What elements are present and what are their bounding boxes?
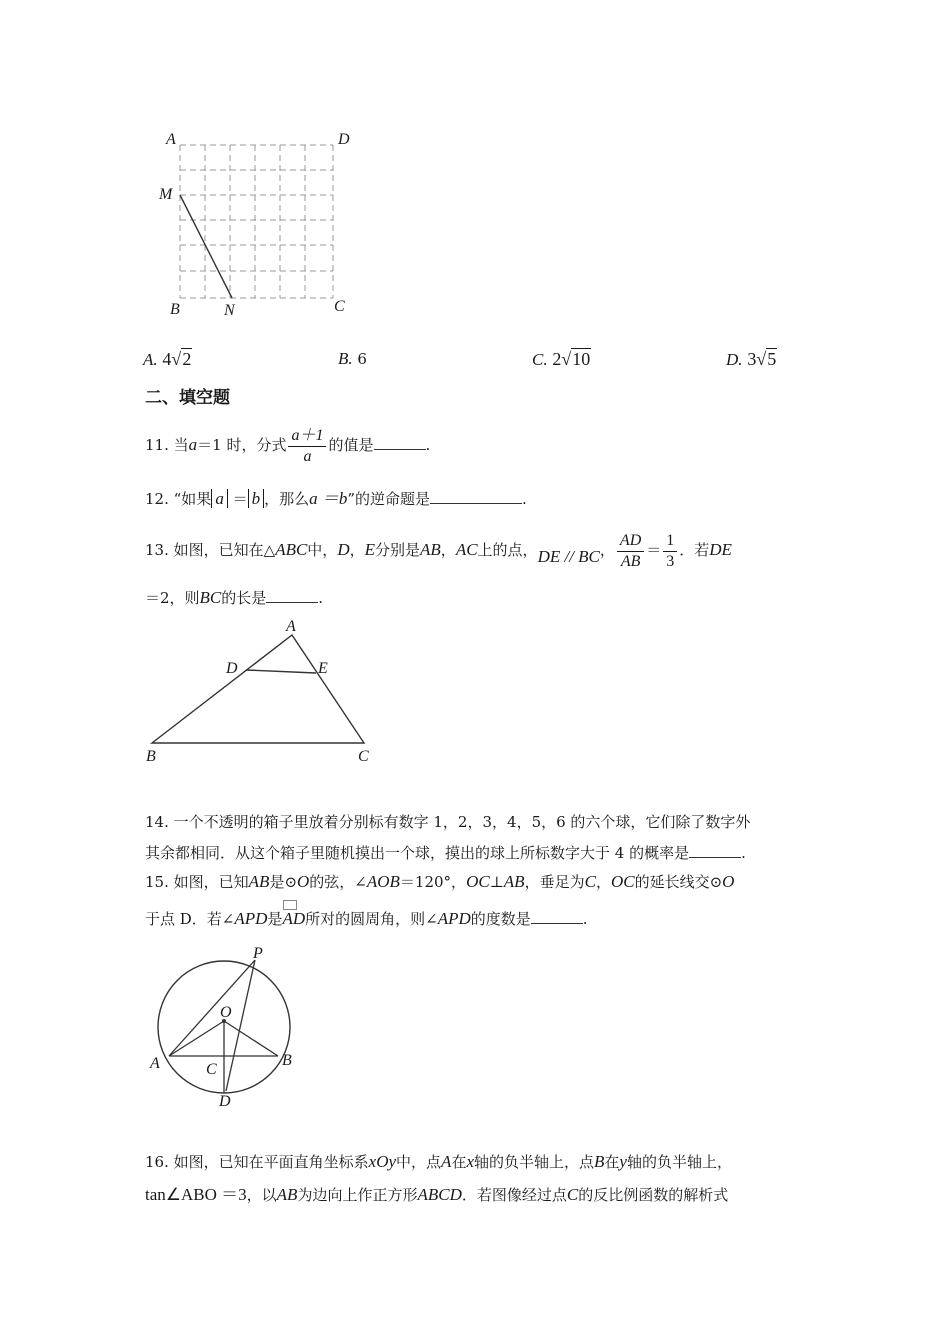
q15-t6: ，垂足为 xyxy=(524,873,585,891)
q13-bc: BC xyxy=(199,588,222,607)
grid-figure xyxy=(150,125,370,325)
q13-e: E xyxy=(364,540,375,559)
segment-mn xyxy=(180,195,232,298)
q16-t1: 如图，已知在平面直角坐标系 xyxy=(173,1153,369,1171)
option-d-coef: 3 xyxy=(747,349,757,369)
q13-comma: ， xyxy=(349,541,365,559)
q13-ratio-den: 3 xyxy=(666,552,675,570)
q15-apd2: APD xyxy=(437,909,471,928)
question-15-line2 xyxy=(145,908,588,930)
label-n: N xyxy=(224,302,235,319)
q12-number: 12. xyxy=(145,490,169,508)
q13-text-pre: 如图，已知在△ xyxy=(173,541,276,559)
q13-d: D xyxy=(337,540,350,559)
q15-end: . xyxy=(582,910,588,928)
circle-figure xyxy=(145,940,315,1112)
q16-abcd: ABCD xyxy=(417,1185,462,1204)
label-a: A xyxy=(286,618,296,635)
q15-oc2: OC xyxy=(610,872,635,891)
q13-ratio-num: 1 xyxy=(663,531,677,552)
q15-t4: ＝120°， xyxy=(399,873,467,891)
q16-l2-t3: ．若图像经过点 xyxy=(461,1186,567,1204)
triangle-figure xyxy=(140,615,380,770)
option-b-value: 6 xyxy=(357,350,367,368)
label-m: M xyxy=(159,186,173,203)
q16-ab: AB xyxy=(276,1185,298,1204)
q13-answer-blank[interactable] xyxy=(266,588,318,603)
q16-tan: tan∠ABO ＝3 xyxy=(145,1185,247,1204)
q16-number: 16. xyxy=(145,1153,169,1171)
q13-line2-pre: ＝2，则 xyxy=(145,589,200,607)
q11-text-pre: 当 xyxy=(173,436,189,454)
option-d-rad: 5 xyxy=(767,349,777,369)
question-13-line2 xyxy=(145,587,323,609)
q12-text-mid: ，那么 xyxy=(264,490,310,508)
q16-l2-t4: 的反比例函数的解析式 xyxy=(578,1186,729,1204)
question-15 xyxy=(145,871,734,893)
q14-end: . xyxy=(741,844,746,862)
q16-b: B xyxy=(594,1152,605,1171)
option-a: A. 4√2 xyxy=(143,349,192,369)
q15-t1: 如图，已知 xyxy=(173,873,249,891)
q16-y: y xyxy=(619,1152,627,1171)
q13-abc: ABC xyxy=(275,540,308,559)
q11-text-post: 的值是 xyxy=(328,436,374,454)
q15-l2-t1: 于点 D．若∠ xyxy=(145,910,235,928)
q15-c: C xyxy=(584,872,596,891)
q14-line2-text: 其余都相同．从这个箱子里随机摸出一个球，摸出的球上所标数字大于 4 的概率是 xyxy=(145,844,690,862)
q15-o: O xyxy=(297,872,310,891)
q13-end: . xyxy=(318,589,324,607)
q13-t3: ， xyxy=(440,541,456,559)
label-a: A xyxy=(166,131,176,148)
q13-t1: 中， xyxy=(307,541,338,559)
q15-t7: ， xyxy=(595,873,611,891)
q16-l2-t1: ，以 xyxy=(246,1186,277,1204)
q12-eq: ＝ xyxy=(232,490,248,508)
q11-var: a xyxy=(188,435,198,454)
q13-frac-num: AD xyxy=(617,531,644,552)
segment-de xyxy=(246,670,316,673)
q13-t6: ．若 xyxy=(679,541,710,559)
label-o: O xyxy=(220,1004,232,1021)
q16-t4: 轴的负半轴上，点 xyxy=(474,1153,595,1171)
question-16-line2 xyxy=(145,1184,728,1206)
label-d: D xyxy=(226,660,238,677)
q15-t2: 是⊙ xyxy=(269,873,298,891)
q15-apd: APD xyxy=(234,909,268,928)
option-c-rad: 10 xyxy=(572,349,591,369)
q13-line2-post: 的长是 xyxy=(221,589,267,607)
option-d: D. 3√5 xyxy=(726,349,777,369)
option-c-letter: C. xyxy=(532,350,548,369)
question-16 xyxy=(145,1151,732,1173)
q13-ac: AC xyxy=(455,540,478,559)
q13-ab: AB xyxy=(420,540,441,559)
q15-l2-t4: 的度数是 xyxy=(470,910,531,928)
q15-arc-ad: AD xyxy=(282,909,306,928)
option-a-coef: 4 xyxy=(162,349,172,369)
option-a-rad: 2 xyxy=(182,349,192,369)
question-13 xyxy=(145,527,732,573)
q11-end: . xyxy=(425,436,431,454)
question-14: 14. 一个不透明的箱子里放着分别标有数字 1，2，3，4，5，6 的六个球，它们除了数字外 xyxy=(145,813,751,831)
label-d: D xyxy=(338,131,350,148)
option-c-coef: 2 xyxy=(552,349,562,369)
option-d-letter: D. xyxy=(726,350,743,369)
q12-expr: a ＝b xyxy=(309,489,348,508)
q16-x: x xyxy=(466,1152,474,1171)
option-c: C. 2√10 xyxy=(532,349,591,369)
q16-l2-t2: 为边向上作正方形 xyxy=(297,1186,418,1204)
q15-aob: AOB xyxy=(366,872,400,891)
q15-l2-t3: 所对的圆周角，则∠ xyxy=(305,910,438,928)
question-14-line2 xyxy=(145,842,746,864)
q11-frac-num: a＋1 xyxy=(288,426,326,447)
q16-a: A xyxy=(441,1152,452,1171)
q12-end: . xyxy=(522,490,527,508)
section-heading: 二、填空题 xyxy=(145,388,230,408)
q16-c: C xyxy=(566,1185,579,1204)
q11-frac-den: a xyxy=(303,447,312,465)
q16-t3: 在 xyxy=(451,1153,467,1171)
q13-eq: ＝ xyxy=(646,541,662,559)
q13-t5: ， xyxy=(599,541,615,559)
q12-abs-a: a xyxy=(211,489,228,508)
q15-oc: OC xyxy=(466,872,490,891)
q11-number: 11. xyxy=(145,436,169,454)
label-c: C xyxy=(334,298,345,315)
q11-text-eq: ＝1 时，分式 xyxy=(197,436,287,454)
label-b: B xyxy=(282,1052,292,1069)
q15-l2-t2: 是 xyxy=(267,910,283,928)
option-b-letter: B. xyxy=(338,349,353,368)
q12-text-pre: “如果 xyxy=(173,490,212,508)
q15-o2: O xyxy=(722,872,735,891)
label-c: C xyxy=(206,1061,217,1078)
option-b xyxy=(338,348,367,370)
label-e: E xyxy=(318,660,328,677)
q16-t6: 轴的负半轴上， xyxy=(626,1153,732,1171)
label-a: A xyxy=(150,1055,160,1072)
label-c: C xyxy=(358,748,369,765)
q12-answer-blank[interactable] xyxy=(430,489,522,504)
q11-answer-blank[interactable] xyxy=(374,435,426,450)
q12-abs-b: b xyxy=(248,489,265,508)
option-a-letter: A. xyxy=(143,350,158,369)
q16-t5: 在 xyxy=(604,1153,620,1171)
question-12 xyxy=(145,488,527,510)
q13-parallel: DE // BC xyxy=(537,547,600,566)
q15-number: 15. xyxy=(145,873,169,891)
q16-xoy: xOy xyxy=(368,1152,397,1171)
q16-t2: 中，点 xyxy=(396,1153,442,1171)
q11-fraction xyxy=(288,426,326,467)
q13-frac-den: AB xyxy=(620,552,641,570)
q14-answer-blank[interactable] xyxy=(689,843,741,858)
q15-ab2: AB xyxy=(503,872,525,891)
question-11 xyxy=(145,423,430,467)
label-p: P xyxy=(253,945,263,962)
q15-t5: ⊥ xyxy=(489,873,504,891)
q13-t4: 上的点， xyxy=(477,541,538,559)
label-b: B xyxy=(146,748,156,765)
q12-text-post: ”的逆命题是 xyxy=(347,490,431,508)
q15-t8: 的延长线交⊙ xyxy=(634,873,723,891)
label-d: D xyxy=(219,1093,231,1110)
q13-ratio xyxy=(663,531,677,572)
q13-t2: 分别是 xyxy=(375,541,421,559)
q15-ab: AB xyxy=(248,872,270,891)
q13-number: 13. xyxy=(145,541,169,559)
q15-t3: 的弦，∠ xyxy=(309,873,367,891)
q13-de: DE xyxy=(709,540,732,559)
q15-answer-blank[interactable] xyxy=(531,909,583,924)
q13-fraction xyxy=(617,531,644,572)
label-b: B xyxy=(170,301,180,318)
